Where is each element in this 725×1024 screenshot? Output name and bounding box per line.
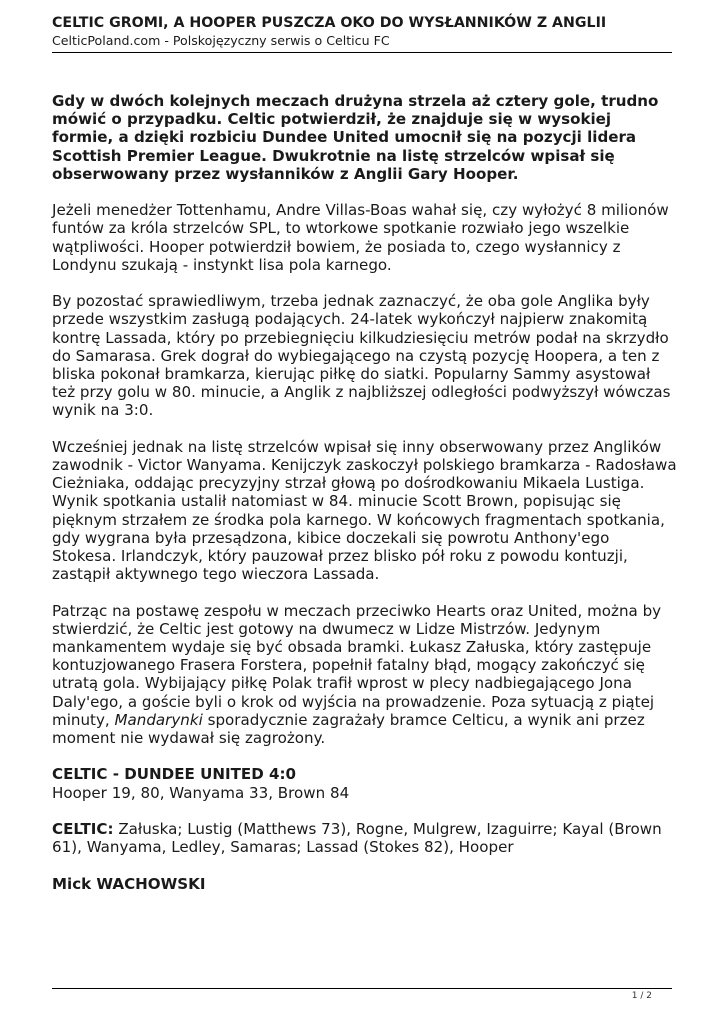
site-subtitle: CelticPoland.com - Polskojęzyczny serwis o Celticu FC <box>52 33 390 48</box>
result-heading: CELTIC - DUNDEE UNITED 4:0 <box>52 765 297 784</box>
page-number: 1 / 2 <box>631 991 652 1001</box>
paragraph-1: Jeżeli menedżer Tottenhamu, Andre Villas-Boas wahał się, czy wyłożyć 8 milionów funtów za króla strzelców SPL, to wtorkowe spotkanie rozwiało jego wszelkie wątpliwości. Hooper potwierdził bowiem, że posiada to, czego wysłannicy z Londynu szukają - instynkt lisa pola karnego. <box>52 201 669 274</box>
paragraph-4-text-b: sporadycznie zagrażały bramce Celticu, a wynik ani przez moment nie wydawał się zagrożony. <box>52 710 645 748</box>
page-header <box>52 14 672 49</box>
header-divider <box>52 52 672 53</box>
match-result <box>52 765 677 801</box>
article-lead: Gdy w dwóch kolejnych meczach drużyna strzela aż cztery gole, trudno mówić o przypadku. Celtic potwierdził, że znajduje się w wysokiej formie, a dzięki rozbiciu Dundee United umocnił się na pozycji lidera Scottish Premier League. Dwukrotnie na listę strzelców wpisał się obserwowany przez wysłanników z Anglii Gary Hooper. <box>52 92 659 183</box>
footer-divider <box>52 988 672 989</box>
paragraph-4-text-a: Patrząc na postawę zespołu w meczach przeciwko Hearts oraz United, można by stwierdzić, że Celtic jest gotowy na dwumecz w Lidze Mistrzów. Jedynym mankamentem wydaje się być obsada bramki. Łukasz Załuska, który zastępuje kontuzjowanego Frasera Forstera, popełnił fatalny błąd, mogący zakończyć się utratą gola. Wybijający piłkę Polak trafił wprost w plecy nadbiegającego Jona Daly'ego, a goście byli o krok od wyjścia na prowadzenie. Poza sytuacją z piątej minuty, <box>52 601 662 729</box>
author: Mick WACHOWSKI <box>52 874 206 893</box>
paragraph-3: Wcześniej jednak na listę strzelców wpisał się inny obserwowany przez Anglików zawodnik - Victor Wanyama. Kenijczyk zaskoczył polskiego bramkarza - Radosława Cieżniaka, oddając precyzyjny strzał głową po dośrodkowaniu Mikaela Lustiga. Wynik spotkania ustalił natomiast w 84. minucie Scott Brown, popisując się pięknym strzałem ze środka pola karnego. W końcowych fragmentach spotkania, gdy wygrana była przesądzona, kibice doczekali się powrotu Anthony'ego Stokesa. Irlandczyk, który pauzował przez blisko pół roku z powodu kontuzji, zastąpił aktywnego tego wieczora Lassada. <box>52 437 677 584</box>
paragraph-4-italic: Mandarynki <box>114 710 203 729</box>
lineup <box>52 820 677 856</box>
paragraph-4 <box>52 602 677 748</box>
lineup-players: Załuska; Lustig (Matthews 73), Rogne, Mulgrew, Izaguirre; Kayal (Brown 61), Wanyama, Ledley, Samaras; Lassad (Stokes 82), Hooper <box>52 820 662 857</box>
article-title: CELTIC GROMI, A HOOPER PUSZCZA OKO DO WYSŁANNIKÓW Z ANGLII <box>52 15 607 31</box>
lineup-label: CELTIC: <box>52 820 114 839</box>
paragraph-2: By pozostać sprawiedliwym, trzeba jednak zaznaczyć, że oba gole Anglika były przede wszystkim zasługą podających. 24-latek wykończył najpierw znakomitą kontrę Lassada, który po przebiegnięciu kilkudziesięciu metrów podał na skrzydło do Samarasa. Grek dograł do wybiegającego na czystą pozycję Hoopera, a ten z bliska pokonał bramkarza, kierując piłkę do siatki. Popularny Sammy asystował też przy golu w 80. minucie, a Anglik z najbliższej odległości podwyższył wówczas wynik na 3:0. <box>52 292 671 420</box>
scorers: Hooper 19, 80, Wanyama 33, Brown 84 <box>52 783 350 802</box>
article-body <box>52 92 677 911</box>
